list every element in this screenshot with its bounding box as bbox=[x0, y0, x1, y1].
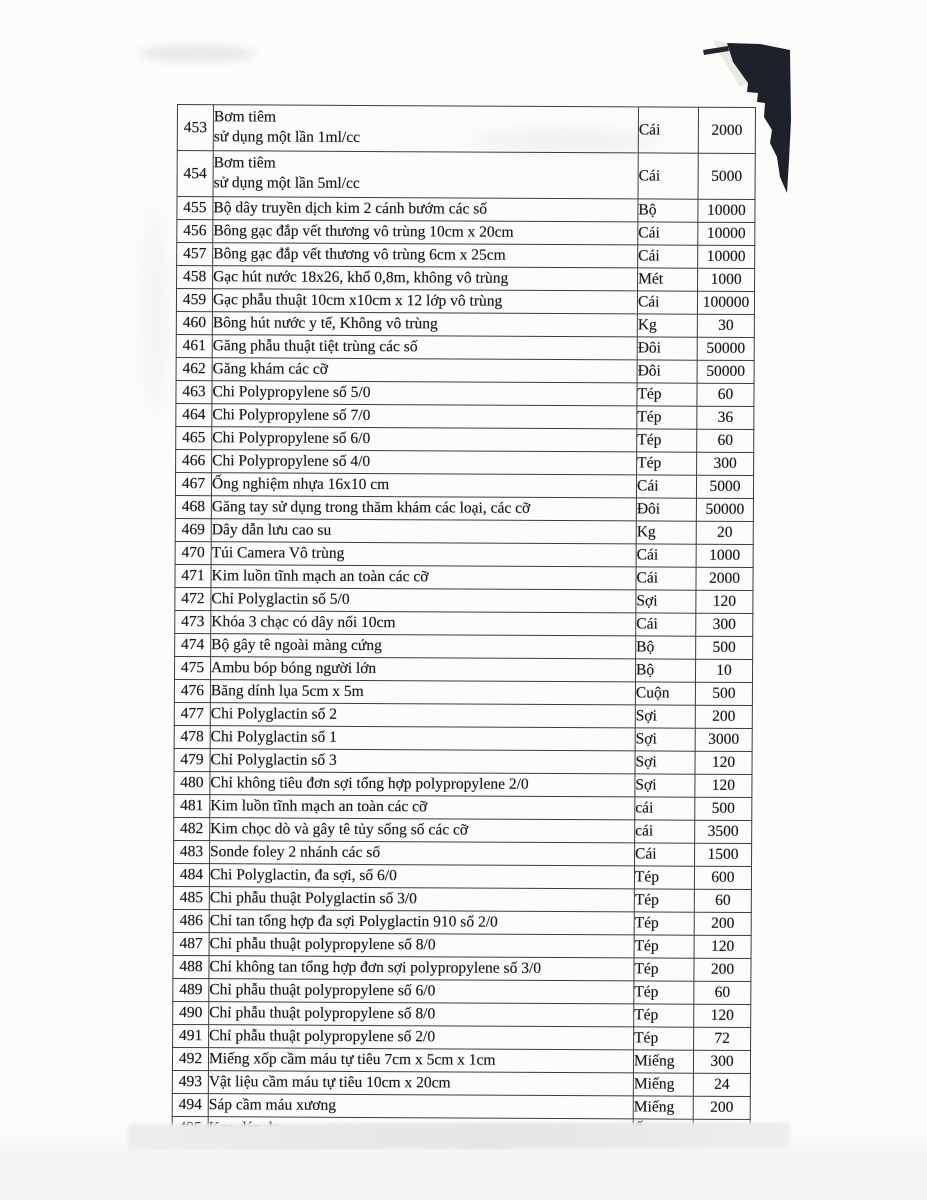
description-text: Chỉ phẫu thuật polypropylene số 8/0 bbox=[209, 1003, 436, 1022]
quantity-cell: 2000 bbox=[696, 567, 753, 590]
row-number-cell: 472 bbox=[175, 587, 211, 610]
row-number-cell: 479 bbox=[174, 748, 210, 771]
table-row bbox=[177, 243, 755, 269]
table-row bbox=[172, 1070, 750, 1096]
description-text: Chi Polypropylene số 7/0 bbox=[212, 405, 371, 424]
unit-cell: Sợi bbox=[636, 590, 696, 613]
description-cell bbox=[209, 1025, 634, 1050]
description-cell bbox=[208, 1071, 633, 1096]
row-number-cell: 455 bbox=[177, 197, 213, 220]
table-row bbox=[177, 266, 755, 292]
description-cell bbox=[212, 335, 637, 360]
description-text: Chỉ phẫu thuật polypropylene số 2/0 bbox=[209, 1026, 436, 1045]
quantity-cell: 120 bbox=[694, 1004, 751, 1027]
description-text-line2: sử dụng một lần 5ml/cc bbox=[213, 174, 360, 192]
table-row bbox=[175, 610, 753, 636]
description-text: Băng dính lụa 5cm x 5m bbox=[210, 681, 364, 700]
unit-cell: Cuộn bbox=[635, 682, 695, 705]
table-row bbox=[175, 541, 753, 567]
quantity-cell: 50000 bbox=[697, 360, 754, 383]
description-cell bbox=[211, 473, 636, 498]
description-text: Ống nghiệm nhựa 16x10 cm bbox=[211, 474, 390, 493]
row-number-cell: 468 bbox=[175, 495, 211, 518]
description-cell bbox=[208, 1094, 633, 1119]
quantity-cell: 120 bbox=[694, 935, 751, 958]
unit-cell: Cái bbox=[638, 153, 698, 199]
quantity-cell: 30 bbox=[697, 314, 754, 337]
description-cell bbox=[212, 312, 637, 337]
table-row bbox=[173, 886, 751, 912]
table-row bbox=[173, 1001, 751, 1027]
table-row bbox=[172, 1093, 750, 1119]
table-row bbox=[177, 220, 755, 246]
description-text: Túi Camera Vô trùng bbox=[211, 543, 345, 562]
unit-cell: Miếng bbox=[633, 1073, 693, 1096]
description-cell bbox=[211, 611, 636, 636]
row-number-cell: 494 bbox=[172, 1093, 208, 1116]
description-text: Khóa 3 chạc có dây nối 10cm bbox=[211, 612, 396, 631]
description-text: Bông hút nước y tế, Không vô trùng bbox=[212, 313, 438, 332]
description-text: Gạc hút nước 18x26, khổ 0,8m, không vô trùng bbox=[213, 267, 509, 287]
description-cell bbox=[211, 634, 636, 659]
row-number-cell: 471 bbox=[175, 564, 211, 587]
quantity-cell: 5000 bbox=[696, 475, 753, 498]
quantity-cell: 120 bbox=[695, 774, 752, 797]
description-cell bbox=[212, 358, 637, 383]
table-row bbox=[176, 311, 754, 337]
row-number-cell: 492 bbox=[172, 1047, 208, 1070]
unit-cell: Tép bbox=[637, 383, 697, 406]
description-cell bbox=[212, 404, 637, 429]
table-row bbox=[176, 426, 754, 452]
quantity-cell: 24 bbox=[693, 1073, 750, 1096]
description-cell bbox=[211, 542, 636, 567]
description-cell bbox=[209, 1002, 634, 1027]
quantity-cell: 10000 bbox=[698, 245, 755, 268]
description-text: Sáp cầm máu xương bbox=[208, 1095, 337, 1114]
unit-cell: Bộ bbox=[635, 659, 695, 682]
description-text: Chỉ không tan tổng hợp đơn sợi polypropylene số 3/0 bbox=[209, 957, 542, 977]
quantity-cell: 300 bbox=[696, 613, 753, 636]
row-number-cell: 487 bbox=[173, 932, 209, 955]
quantity-cell: 200 bbox=[693, 1096, 750, 1119]
quantity-cell: 2000 bbox=[698, 107, 755, 153]
unit-cell: Cái bbox=[638, 107, 698, 153]
quantity-cell: 60 bbox=[694, 889, 751, 912]
row-number-cell: 467 bbox=[175, 472, 211, 495]
quantity-cell: 200 bbox=[694, 958, 751, 981]
row-number-cell: 456 bbox=[177, 220, 213, 243]
unit-cell: Kg bbox=[636, 521, 696, 544]
unit-cell: Tép bbox=[634, 889, 694, 912]
table-row bbox=[177, 151, 755, 200]
table-row bbox=[173, 978, 751, 1004]
description-text: Bơm tiêm bbox=[213, 154, 276, 172]
row-number-cell: 484 bbox=[173, 863, 209, 886]
quantity-cell: 1500 bbox=[695, 843, 752, 866]
description-text: Chỉ không tiêu đơn sợi tổng hợp polypropylene 2/0 bbox=[210, 773, 529, 793]
unit-cell: Tép bbox=[637, 452, 697, 475]
unit-cell: Tép bbox=[634, 981, 694, 1004]
table-row bbox=[174, 656, 752, 682]
description-cell bbox=[213, 220, 638, 245]
unit-cell: Bộ bbox=[636, 636, 696, 659]
table-row bbox=[175, 495, 753, 521]
description-text: Sonde foley 2 nhánh các số bbox=[210, 842, 381, 861]
description-text: Găng khám các cỡ bbox=[212, 359, 329, 378]
row-number-cell: 462 bbox=[176, 357, 212, 380]
unit-cell: Tép bbox=[634, 1027, 694, 1050]
unit-cell: Miếng bbox=[633, 1096, 693, 1119]
scan-smudge bbox=[138, 45, 256, 62]
unit-cell: Kg bbox=[637, 314, 697, 337]
unit-cell: Cái bbox=[638, 222, 698, 245]
description-text: Bộ gây tê ngoài màng cứng bbox=[211, 635, 382, 654]
description-cell bbox=[213, 151, 638, 199]
quantity-cell: 300 bbox=[697, 452, 754, 475]
row-number-cell: 459 bbox=[176, 289, 212, 312]
description-text: Chỉ tan tổng hợp đa sợi Polyglactin 910 số 2/0 bbox=[209, 911, 498, 931]
table-row bbox=[174, 702, 752, 728]
table-row bbox=[176, 380, 754, 406]
table-row bbox=[177, 197, 755, 223]
description-cell bbox=[210, 726, 635, 751]
description-text: Chỉ Polyglactin số 5/0 bbox=[211, 589, 350, 608]
table-row bbox=[173, 955, 751, 981]
description-cell bbox=[210, 818, 635, 843]
unit-cell: Tép bbox=[637, 406, 697, 429]
row-number-cell: 474 bbox=[175, 633, 211, 656]
quantity-cell: 60 bbox=[697, 383, 754, 406]
description-cell bbox=[209, 887, 634, 912]
description-cell bbox=[210, 841, 635, 866]
unit-cell: Tép bbox=[634, 958, 694, 981]
quantity-cell: 500 bbox=[695, 797, 752, 820]
unit-cell: Miếng bbox=[633, 1050, 693, 1073]
description-cell bbox=[212, 381, 637, 406]
description-cell bbox=[210, 749, 635, 774]
unit-cell: Đôi bbox=[637, 337, 697, 360]
description-text: Kim luồn tĩnh mạch an toàn các cỡ bbox=[211, 566, 429, 585]
description-text: Bông gạc đắp vết thương vô trùng 6cm x 25cm bbox=[213, 244, 506, 264]
supplies-table-container bbox=[172, 104, 755, 1143]
unit-cell: Tép bbox=[634, 866, 694, 889]
description-cell bbox=[213, 243, 638, 268]
quantity-cell: 60 bbox=[694, 981, 751, 1004]
description-cell bbox=[213, 266, 638, 291]
description-cell bbox=[210, 795, 635, 820]
unit-cell: Sợi bbox=[635, 774, 695, 797]
table-row bbox=[173, 863, 751, 889]
description-cell bbox=[209, 864, 634, 889]
table-row bbox=[173, 909, 751, 935]
unit-cell: Tép bbox=[637, 429, 697, 452]
table-row bbox=[173, 1024, 751, 1050]
table-row bbox=[176, 334, 754, 360]
quantity-cell: 10 bbox=[695, 659, 752, 682]
row-number-cell: 493 bbox=[172, 1070, 208, 1093]
table-row bbox=[174, 840, 752, 866]
unit-cell: Cái bbox=[637, 291, 697, 314]
row-number-cell: 466 bbox=[176, 449, 212, 472]
row-number-cell: 458 bbox=[177, 266, 213, 289]
description-text-line2: sử dụng một lần 1ml/cc bbox=[213, 128, 361, 146]
quantity-cell: 36 bbox=[697, 406, 754, 429]
row-number-cell: 486 bbox=[173, 909, 209, 932]
unit-cell: cái bbox=[635, 820, 695, 843]
unit-cell: Cái bbox=[638, 245, 698, 268]
row-number-cell: 481 bbox=[174, 794, 210, 817]
row-number-cell: 463 bbox=[176, 380, 212, 403]
table-row bbox=[176, 403, 754, 429]
quantity-cell: 50000 bbox=[697, 337, 754, 360]
page-bottom-edge-shadow bbox=[128, 1122, 790, 1150]
row-number-cell: 473 bbox=[175, 610, 211, 633]
quantity-cell: 500 bbox=[696, 636, 753, 659]
description-text: Chi Polypropylene số 6/0 bbox=[212, 428, 371, 447]
unit-cell: Bộ bbox=[638, 199, 698, 222]
description-cell bbox=[211, 496, 636, 521]
description-text: Găng tay sử dụng trong thăm khám các loại, các cỡ bbox=[211, 497, 531, 517]
row-number-cell: 482 bbox=[174, 817, 210, 840]
table-row bbox=[175, 518, 753, 544]
quantity-cell: 60 bbox=[697, 429, 754, 452]
quantity-cell: 20 bbox=[696, 521, 753, 544]
row-number-cell: 469 bbox=[175, 518, 211, 541]
quantity-cell: 200 bbox=[694, 912, 751, 935]
unit-cell: Đôi bbox=[636, 498, 696, 521]
table-row bbox=[175, 633, 753, 659]
description-text: Gạc phẫu thuật 10cm x10cm x 12 lớp vô trùng bbox=[212, 290, 503, 310]
description-cell bbox=[211, 565, 636, 590]
quantity-cell: 1000 bbox=[698, 268, 755, 291]
description-cell bbox=[210, 657, 635, 682]
table-row bbox=[174, 679, 752, 705]
description-text: Bông gạc đắp vết thương vô trùng 10cm x 20cm bbox=[213, 221, 514, 241]
description-text: Kim luồn tĩnh mạch an toàn các cỡ bbox=[210, 796, 428, 815]
quantity-cell: 100000 bbox=[697, 291, 754, 314]
row-number-cell: 457 bbox=[177, 243, 213, 266]
unit-cell: Sợi bbox=[635, 705, 695, 728]
table-row bbox=[173, 932, 751, 958]
row-number-cell: 464 bbox=[176, 403, 212, 426]
unit-cell: Cái bbox=[636, 475, 696, 498]
row-number-cell: 489 bbox=[173, 978, 209, 1001]
row-number-cell: 470 bbox=[175, 541, 211, 564]
row-number-cell: 476 bbox=[174, 679, 210, 702]
row-number-cell: 475 bbox=[174, 656, 210, 679]
unit-cell: Tép bbox=[634, 935, 694, 958]
description-text: Chi Polypropylene số 5/0 bbox=[212, 382, 371, 401]
quantity-cell: 600 bbox=[694, 866, 751, 889]
quantity-cell: 3000 bbox=[695, 728, 752, 751]
table-row bbox=[176, 357, 754, 383]
quantity-cell: 500 bbox=[695, 682, 752, 705]
unit-cell: Mét bbox=[638, 268, 698, 291]
row-number-cell: 488 bbox=[173, 955, 209, 978]
quantity-cell: 10000 bbox=[698, 222, 755, 245]
description-cell bbox=[210, 703, 635, 728]
table-row bbox=[177, 105, 755, 154]
quantity-cell: 1000 bbox=[696, 544, 753, 567]
description-text: Kim chọc dò và gây tê tủy sống số các cỡ bbox=[210, 819, 469, 839]
description-cell bbox=[209, 979, 634, 1004]
row-number-cell: 478 bbox=[174, 725, 210, 748]
unit-cell: Sợi bbox=[635, 751, 695, 774]
table-row bbox=[175, 564, 753, 590]
unit-cell: Sợi bbox=[635, 728, 695, 751]
description-text: Chi phẫu thuật Polyglactin số 3/0 bbox=[209, 888, 417, 907]
row-number-cell: 460 bbox=[176, 311, 212, 334]
description-cell bbox=[212, 427, 637, 452]
scan-smudge bbox=[142, 205, 168, 415]
description-cell bbox=[209, 956, 634, 981]
quantity-cell: 300 bbox=[693, 1050, 750, 1073]
quantity-cell: 5000 bbox=[698, 153, 755, 199]
description-text: Miếng xốp cầm máu tự tiêu 7cm x 5cm x 1cm bbox=[208, 1049, 496, 1069]
table-row bbox=[174, 817, 752, 843]
description-cell bbox=[213, 197, 638, 222]
quantity-cell: 50000 bbox=[696, 498, 753, 521]
description-text: Găng phẫu thuật tiệt trùng các số bbox=[212, 336, 418, 355]
description-text: Chỉ phẫu thuật polypropylene số 8/0 bbox=[209, 934, 436, 953]
table-row bbox=[174, 725, 752, 751]
description-cell bbox=[210, 772, 635, 797]
description-text: Bộ dây truyền dịch kim 2 cánh bướm các số bbox=[213, 198, 488, 218]
row-number-cell: 477 bbox=[174, 702, 210, 725]
row-number-cell: 453 bbox=[177, 105, 213, 151]
fold-black-shape bbox=[727, 43, 791, 193]
row-number-cell: 461 bbox=[176, 334, 212, 357]
description-cell bbox=[211, 519, 636, 544]
description-text: Chi Polyglactin, đa sợi, số 6/0 bbox=[209, 865, 397, 884]
table-row bbox=[176, 449, 754, 475]
supplies-table bbox=[172, 104, 756, 1143]
unit-cell: Tép bbox=[634, 1004, 694, 1027]
table-row bbox=[175, 587, 753, 613]
description-text: Chi Polyglactin số 1 bbox=[210, 727, 337, 746]
description-cell bbox=[209, 910, 634, 935]
row-number-cell: 454 bbox=[177, 151, 213, 197]
row-number-cell: 490 bbox=[173, 1001, 209, 1024]
description-cell bbox=[213, 105, 638, 153]
unit-cell: Cái bbox=[636, 544, 696, 567]
table-row bbox=[176, 289, 754, 315]
description-cell bbox=[210, 680, 635, 705]
unit-cell: Cái bbox=[636, 567, 696, 590]
unit-cell: Đôi bbox=[637, 360, 697, 383]
quantity-cell: 10000 bbox=[698, 199, 755, 222]
unit-cell: cái bbox=[635, 797, 695, 820]
table-row bbox=[174, 794, 752, 820]
row-number-cell: 465 bbox=[176, 426, 212, 449]
quantity-cell: 72 bbox=[694, 1027, 751, 1050]
quantity-cell: 200 bbox=[695, 705, 752, 728]
description-cell bbox=[212, 289, 637, 314]
description-text: Chỉ Polyglactin số 3 bbox=[210, 750, 337, 769]
quantity-cell: 3500 bbox=[695, 820, 752, 843]
description-text: Dây dẫn lưu cao su bbox=[211, 520, 332, 539]
row-number-cell: 483 bbox=[174, 840, 210, 863]
description-cell bbox=[211, 588, 636, 613]
description-cell bbox=[208, 1048, 633, 1073]
description-text: Ambu bóp bóng người lớn bbox=[211, 658, 377, 677]
description-text: Chi Polyglactin số 2 bbox=[210, 704, 338, 723]
supplies-table-body bbox=[172, 105, 755, 1143]
quantity-cell: 120 bbox=[695, 751, 752, 774]
unit-cell: Cái bbox=[635, 843, 695, 866]
table-row bbox=[174, 771, 752, 797]
description-text: Chỉ phẫu thuật polypropylene số 6/0 bbox=[209, 980, 436, 999]
black-folded-corner bbox=[690, 30, 800, 205]
unit-cell: Cái bbox=[636, 613, 696, 636]
quantity-cell: 120 bbox=[696, 590, 753, 613]
description-text: Vật liệu cầm máu tự tiêu 10cm x 20cm bbox=[208, 1072, 451, 1091]
description-text: Bơm tiêm bbox=[213, 108, 276, 126]
table-row bbox=[172, 1047, 750, 1073]
row-number-cell: 480 bbox=[174, 771, 210, 794]
row-number-cell: 491 bbox=[173, 1024, 209, 1047]
description-text: Chi Polypropylene số 4/0 bbox=[212, 451, 371, 470]
table-row bbox=[174, 748, 752, 774]
description-cell bbox=[209, 933, 634, 958]
description-cell bbox=[212, 450, 637, 475]
unit-cell: Tép bbox=[634, 912, 694, 935]
table-row bbox=[175, 472, 753, 498]
row-number-cell: 485 bbox=[173, 886, 209, 909]
